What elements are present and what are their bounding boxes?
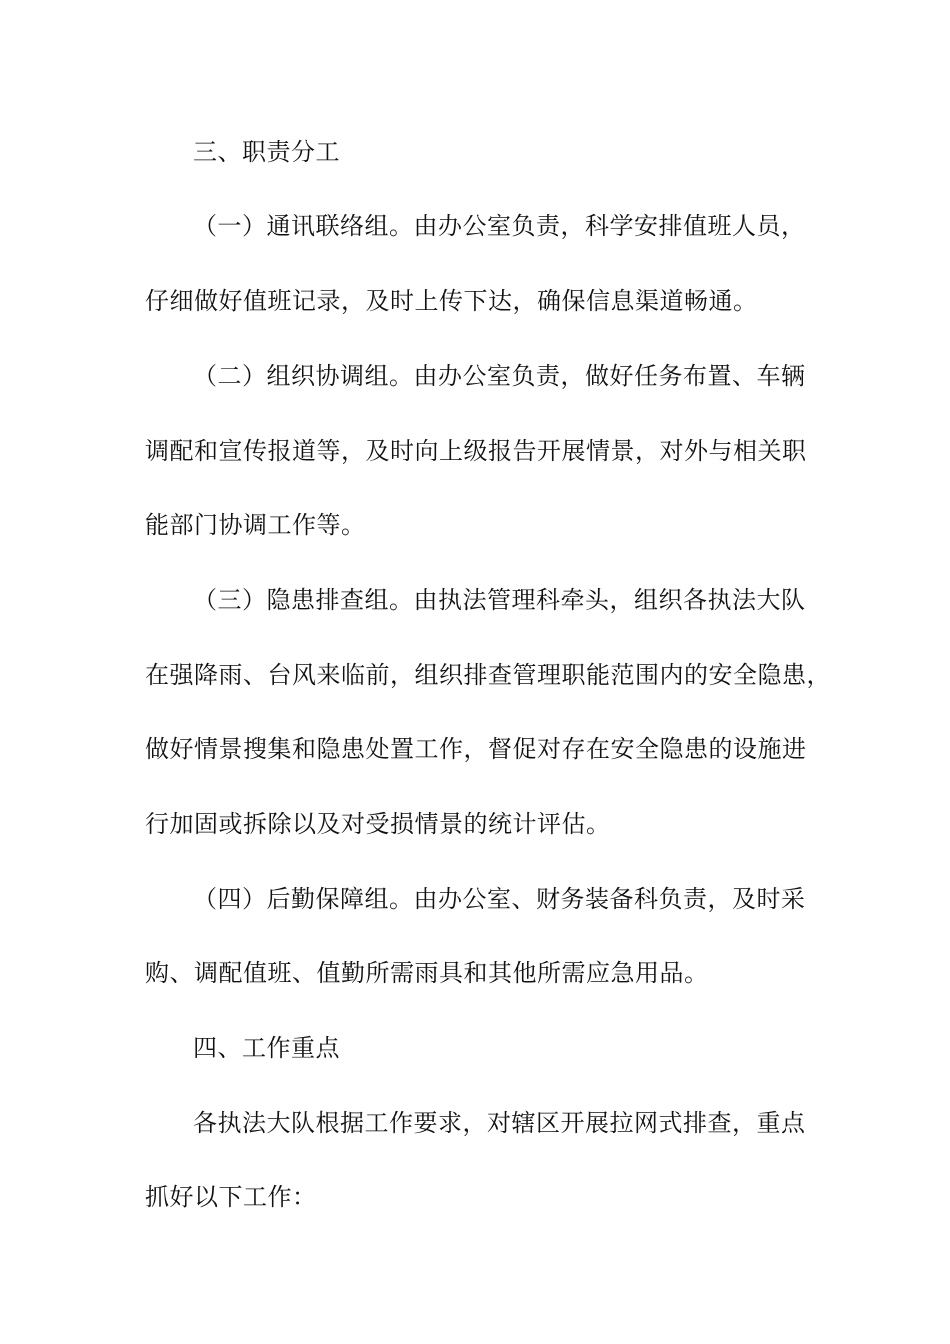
paragraph-line: 做好情景搜集和隐患处置工作，督促对存在安全隐患的设施进 bbox=[145, 735, 807, 763]
paragraph-line: 在强降雨、台风来临前，组织排查管理职能范围内的安全隐患， bbox=[145, 661, 831, 689]
paragraph-line: （三）隐患排查组。由执法管理科牵头，组织各执法大队 bbox=[193, 586, 806, 614]
section-heading-duties: 三、职责分工 bbox=[193, 138, 340, 166]
paragraph-line: （二）组织协调组。由办公室负责，做好任务布置、车辆 bbox=[193, 362, 806, 390]
paragraph-line: 行加固或拆除以及对受损情景的统计评估。 bbox=[145, 810, 611, 838]
paragraph-line: 抓好以下工作： bbox=[145, 1183, 317, 1211]
paragraph-line: 能部门协调工作等。 bbox=[145, 511, 366, 539]
paragraph-line: （四）后勤保障组。由办公室、财务装备科负责，及时采 bbox=[193, 885, 806, 913]
paragraph-line: （一）通讯联络组。由办公室负责，科学安排值班人员， bbox=[193, 212, 806, 240]
paragraph-line: 仔细做好值班记录，及时上传下达，确保信息渠道畅通。 bbox=[145, 287, 758, 315]
paragraph-line: 各执法大队根据工作要求，对辖区开展拉网式排查，重点 bbox=[193, 1109, 806, 1137]
paragraph-line: 调配和宣传报道等，及时向上级报告开展情景，对外与相关职 bbox=[145, 437, 807, 465]
paragraph-line: 购、调配值班、值勤所需雨具和其他所需应急用品。 bbox=[145, 959, 709, 987]
section-heading-key-work: 四、工作重点 bbox=[193, 1034, 340, 1062]
